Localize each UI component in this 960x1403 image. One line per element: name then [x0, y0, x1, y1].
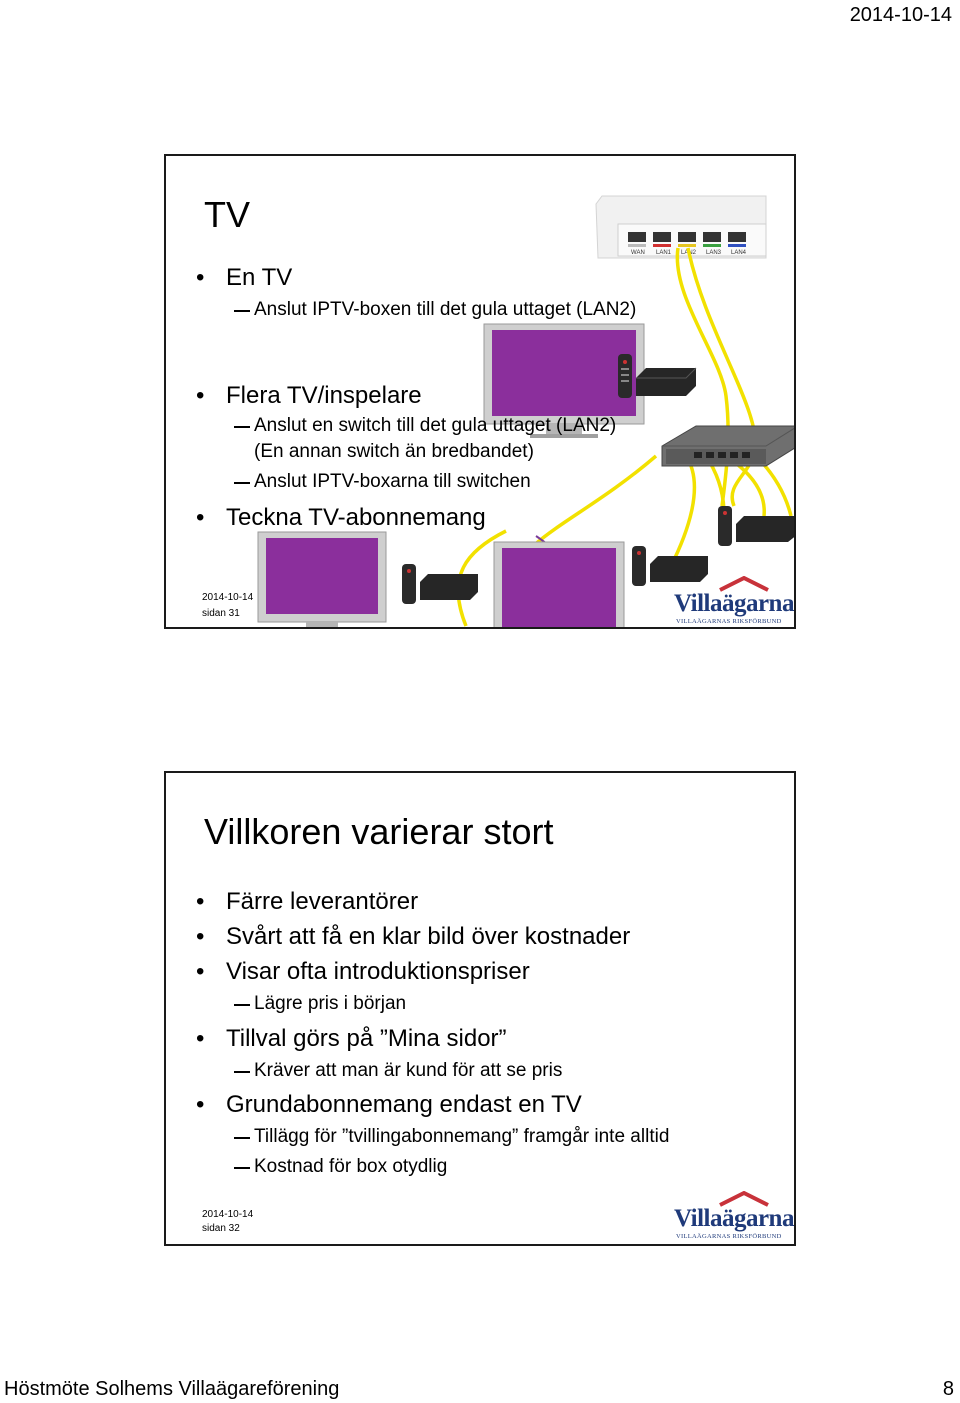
- router-port-lan1: [653, 232, 671, 247]
- slide-31: WAN LAN1 LAN2 LAN3 LAN4 TV • En TV Anslut IPTV-boxen till det gula uttaget (LAN2) • Flera TV/inspelare Anslut en switch till det gula uttaget (LAN2) (En annan switch än bredbandet) Anslut IPTV-boxarna till switchen • Teckna TV-abonnemang 2014-10-14 sidan 31 Villaägarna VILLAÄGARNAS RIKSFÖRBUND: [164, 154, 796, 629]
- router-port-lan3: [703, 232, 721, 247]
- page-number: 8: [942, 1378, 954, 1400]
- remote-image-1: [618, 354, 632, 398]
- switch-image: [662, 426, 796, 466]
- slide-footer-page: sidan 32: [202, 1223, 240, 1234]
- page-header-date: 2014-10-14: [849, 4, 952, 26]
- router-port-lan2: [678, 232, 696, 247]
- slide-footer-date: 2014-10-14: [202, 592, 254, 603]
- slide-32: Villkoren varierar stort • Färre leverantörer • Svårt att få en klar bild över kostnader • Visar ofta introduktionspriser Lägre pris i början • Tillval görs på ”Mina sidor” Kräver att man är kund för att se pris • Grundabonnemang endast en TV Tillägg för ”tvillingabonnemang” framgår inte alltid Kostnad för box otydlig 2014-10-14 sidan 32 Villaägarna VILLAÄGARNAS RIKSFÖRBUND: [164, 771, 796, 1246]
- slide-footer-page: sidan 31: [202, 608, 240, 619]
- iptv-box-image-4: [736, 516, 796, 542]
- document-footer-title: Höstmöte Solhems Villaägareförening: [4, 1378, 340, 1400]
- port-label-lan2: LAN2: [681, 250, 697, 256]
- port-label-lan4: LAN4: [731, 250, 747, 256]
- port-label-lan3: LAN3: [706, 250, 722, 256]
- port-label-lan1: LAN1: [656, 250, 672, 256]
- remote-image-2: [402, 564, 416, 604]
- remote-image-4: [718, 506, 732, 546]
- slide-title: Villkoren varierar stort: [204, 811, 554, 852]
- villaagarna-logo: Villaägarna VILLAÄGARNAS RIKSFÖRBUND: [668, 576, 788, 626]
- iptv-box-image-1: [636, 368, 696, 396]
- remote-image-3: [632, 546, 646, 586]
- tv-image-2: [258, 532, 386, 629]
- tv-image-3: [494, 542, 624, 629]
- iptv-box-image-2: [420, 574, 478, 600]
- villaagarna-logo: Villaägarna VILLAÄGARNAS RIKSFÖRBUND: [668, 1191, 788, 1241]
- router-image: [596, 196, 766, 258]
- slide-footer-date: 2014-10-14: [202, 1209, 254, 1220]
- router-port-lan4: [728, 232, 746, 247]
- slide-title: TV: [204, 194, 251, 235]
- router-port-wan: [628, 232, 646, 247]
- port-label-wan: WAN: [631, 250, 645, 256]
